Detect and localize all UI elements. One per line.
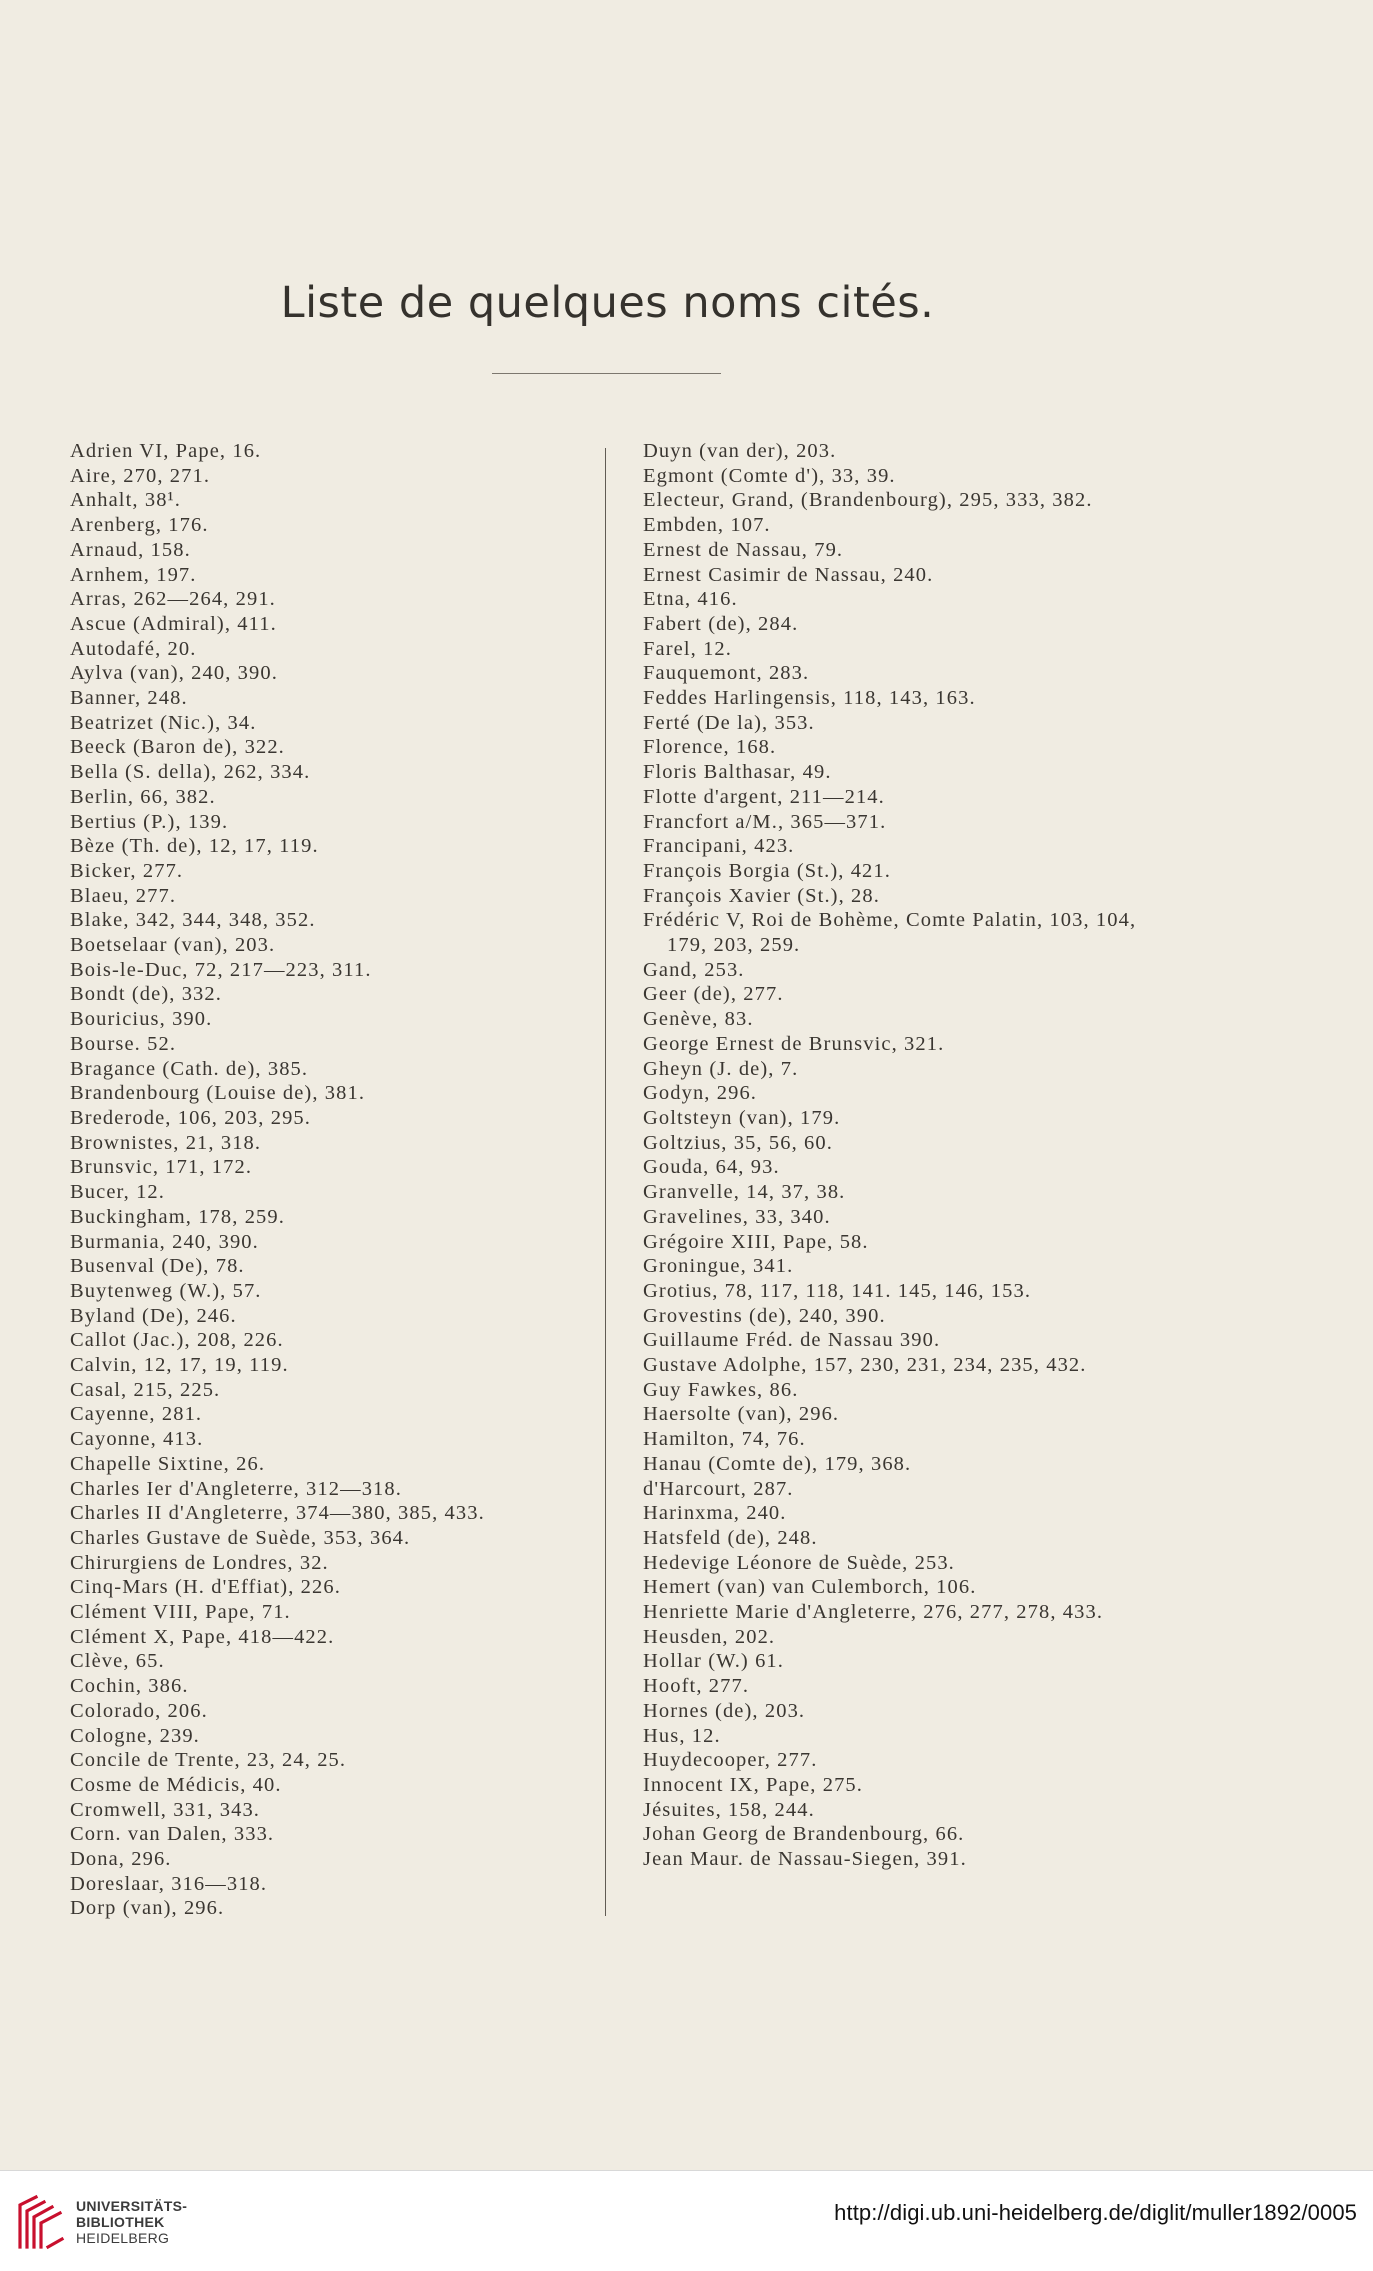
index-entry: Egmont (Comte d'), 33, 39. xyxy=(643,464,896,487)
index-entry: Colorado, 206. xyxy=(70,1699,208,1722)
index-entry: Buckingham, 178, 259. xyxy=(70,1205,285,1228)
index-entry: Blake, 342, 344, 348, 352. xyxy=(70,909,316,932)
index-entry: François Borgia (St.), 421. xyxy=(643,859,891,882)
index-entry: Boetselaar (van), 203. xyxy=(70,934,276,957)
library-logo-text xyxy=(76,2198,187,2246)
index-entry: Geer (de), 277. xyxy=(643,983,784,1006)
index-entry: d'Harcourt, 287. xyxy=(643,1477,794,1500)
index-entry: Embden, 107. xyxy=(643,514,771,537)
index-entry: Cromwell, 331, 343. xyxy=(70,1798,261,1821)
index-entry: Hooft, 277. xyxy=(643,1675,750,1698)
index-entry: Buytenweg (W.), 57. xyxy=(70,1279,262,1302)
index-entry: Goltsteyn (van), 179. xyxy=(643,1106,841,1129)
index-entry: Fabert (de), 284. xyxy=(643,612,799,635)
index-entry: Bois-le-Duc, 72, 217—223, 311. xyxy=(70,958,372,981)
index-column-right xyxy=(643,439,1163,1872)
index-entry: Cayenne, 281. xyxy=(70,1403,203,1426)
index-entry: Frédéric V, Roi de Bohème, Comte Palatin, 103, 104, 179, 203, 259. xyxy=(643,909,1137,957)
index-entry: Ernest de Nassau, 79. xyxy=(643,538,844,561)
index-entry: Cochin, 386. xyxy=(70,1675,189,1698)
index-entry: Arnaud, 158. xyxy=(70,538,191,561)
index-entry: Charles II d'Angleterre, 374—380, 385, 433. xyxy=(70,1502,485,1525)
index-entry: Dorp (van), 296. xyxy=(70,1897,225,1920)
index-entry: Clément X, Pape, 418—422. xyxy=(70,1625,335,1648)
index-entry: Brownistes, 21, 318. xyxy=(70,1131,262,1154)
index-entry: Busenval (De), 78. xyxy=(70,1255,245,1278)
index-entry: Hollar (W.) 61. xyxy=(643,1650,784,1673)
title-divider xyxy=(492,373,721,374)
index-entry: Bourse. 52. xyxy=(70,1032,177,1055)
index-entry: Heusden, 202. xyxy=(643,1625,776,1648)
index-entry: Autodafé, 20. xyxy=(70,637,197,660)
index-entry: Haersolte (van), 296. xyxy=(643,1403,840,1426)
index-entry: Granvelle, 14, 37, 38. xyxy=(643,1181,846,1204)
index-entry: Cinq-Mars (H. d'Effiat), 226. xyxy=(70,1576,341,1599)
index-entry: Hamilton, 74, 76. xyxy=(643,1428,806,1451)
index-entry: Beatrizet (Nic.), 34. xyxy=(70,711,257,734)
logo-text-line-2: BIBLIOTHEK xyxy=(76,2214,165,2230)
index-entry: Hedevige Léonore de Suède, 253. xyxy=(643,1551,955,1574)
index-entry: Genève, 83. xyxy=(643,1008,754,1031)
column-divider xyxy=(605,448,606,1916)
index-entry: Johan Georg de Brandenbourg, 66. xyxy=(643,1823,965,1846)
index-entry: Concile de Trente, 23, 24, 25. xyxy=(70,1749,347,1772)
index-entry: Feddes Harlingensis, 118, 143, 163. xyxy=(643,687,976,710)
index-entry: Gouda, 64, 93. xyxy=(643,1156,780,1179)
index-entry: Arras, 262—264, 291. xyxy=(70,588,276,611)
index-entry: Grégoire XIII, Pape, 58. xyxy=(643,1230,869,1253)
index-entry: Clève, 65. xyxy=(70,1650,165,1673)
index-entry: Cosme de Médicis, 40. xyxy=(70,1773,282,1796)
index-entry: Charles Ier d'Angleterre, 312—318. xyxy=(70,1477,402,1500)
index-entry: Aire, 270, 271. xyxy=(70,464,211,487)
index-entry: Calvin, 12, 17, 19, 119. xyxy=(70,1354,289,1377)
page-title: Liste de quelques noms cités. xyxy=(280,278,935,328)
index-entry: Charles Gustave de Suède, 353, 364. xyxy=(70,1526,411,1549)
library-logo[interactable] xyxy=(14,2189,188,2255)
index-entry: Bragance (Cath. de), 385. xyxy=(70,1057,309,1080)
index-entry: Hatsfeld (de), 248. xyxy=(643,1526,818,1549)
index-entry: Hornes (de), 203. xyxy=(643,1699,806,1722)
index-entry: Jean Maur. de Nassau-Siegen, 391. xyxy=(643,1848,967,1871)
index-entry: Chirurgiens de Londres, 32. xyxy=(70,1551,329,1574)
index-entry: Casal, 215, 225. xyxy=(70,1378,221,1401)
index-entry: Flotte d'argent, 211—214. xyxy=(643,785,885,808)
index-entry: Fauquemont, 283. xyxy=(643,662,810,685)
index-entry: Anhalt, 38¹. xyxy=(70,489,182,512)
index-entry: Clément VIII, Pape, 71. xyxy=(70,1601,291,1624)
index-entry: Adrien VI, Pape, 16. xyxy=(70,440,262,462)
index-entry: Beeck (Baron de), 322. xyxy=(70,736,285,759)
index-entry: Burmania, 240, 390. xyxy=(70,1230,259,1253)
index-entry: Guillaume Fréd. de Nassau 390. xyxy=(643,1329,941,1352)
index-entry: Grotius, 78, 117, 118, 141. 145, 146, 153. xyxy=(643,1279,1032,1302)
index-entry: Floris Balthasar, 49. xyxy=(643,761,832,784)
index-entry: Dona, 296. xyxy=(70,1848,172,1871)
ub-heidelberg-logo-icon xyxy=(14,2193,68,2251)
index-entry: Bucer, 12. xyxy=(70,1181,166,1204)
index-entry: Doreslaar, 316—318. xyxy=(70,1872,268,1895)
index-column-left xyxy=(70,439,590,1921)
logo-text-line-3: HEIDELBERG xyxy=(76,2230,170,2246)
index-entry: Berlin, 66, 382. xyxy=(70,785,216,808)
index-entry: Cayonne, 413. xyxy=(70,1428,204,1451)
index-entry: Henriette Marie d'Angleterre, 276, 277, 278, 433. xyxy=(643,1601,1104,1624)
index-entry: Blaeu, 277. xyxy=(70,884,177,907)
index-entry: Cologne, 239. xyxy=(70,1724,200,1747)
index-entry: Florence, 168. xyxy=(643,736,777,759)
index-entry: Gravelines, 33, 340. xyxy=(643,1205,831,1228)
index-entry: Francipani, 423. xyxy=(643,835,795,858)
index-entry: Brunsvic, 171, 172. xyxy=(70,1156,253,1179)
index-entry: François Xavier (St.), 28. xyxy=(643,884,880,907)
index-entry: Ferté (De la), 353. xyxy=(643,711,815,734)
index-entry: Harinxma, 240. xyxy=(643,1502,787,1525)
index-entry: Duyn (van der), 203. xyxy=(643,440,837,462)
index-entry: Hanau (Comte de), 179, 368. xyxy=(643,1452,912,1475)
index-entry: Bondt (de), 332. xyxy=(70,983,222,1006)
index-entry: Arenberg, 176. xyxy=(70,514,209,537)
index-entry: Aylva (van), 240, 390. xyxy=(70,662,278,685)
index-entry: Bicker, 277. xyxy=(70,859,184,882)
index-entry: Arnhem, 197. xyxy=(70,563,197,586)
index-entry: Innocent IX, Pape, 275. xyxy=(643,1773,863,1796)
index-entry: Farel, 12. xyxy=(643,637,732,660)
permalink-url[interactable]: http://digi.ub.uni-heidelberg.de/diglit/muller1892/0005 xyxy=(834,2200,1357,2225)
index-entry: Goltzius, 35, 56, 60. xyxy=(643,1131,833,1154)
logo-text-line-1: UNIVERSITÄTS- xyxy=(76,2198,188,2214)
index-entry: Electeur, Grand, (Brandenbourg), 295, 333, 382. xyxy=(643,489,1093,512)
index-entry: Francfort a/M., 365—371. xyxy=(643,810,887,833)
index-entry: Gand, 253. xyxy=(643,958,745,981)
index-entry: Ernest Casimir de Nassau, 240. xyxy=(643,563,934,586)
index-entry: Gustave Adolphe, 157, 230, 231, 234, 235, 432. xyxy=(643,1354,1087,1377)
index-entry: Etna, 416. xyxy=(643,588,738,611)
index-entry: Grovestins (de), 240, 390. xyxy=(643,1304,886,1327)
index-entry: Godyn, 296. xyxy=(643,1082,758,1105)
index-entry: Gheyn (J. de), 7. xyxy=(643,1057,799,1080)
index-entry: Groningue, 341. xyxy=(643,1255,794,1278)
index-entry: Bèze (Th. de), 12, 17, 119. xyxy=(70,835,319,858)
index-entry: Huydecooper, 277. xyxy=(643,1749,818,1772)
index-entry: Corn. van Dalen, 333. xyxy=(70,1823,275,1846)
index-entry: Callot (Jac.), 208, 226. xyxy=(70,1329,284,1352)
index-entry: Bouricius, 390. xyxy=(70,1008,213,1031)
index-entry: Bertius (P.), 139. xyxy=(70,810,229,833)
index-entry: Brandenbourg (Louise de), 381. xyxy=(70,1082,366,1105)
index-entry: Byland (De), 246. xyxy=(70,1304,237,1327)
footer-bar xyxy=(0,2170,1373,2271)
index-entry: Brederode, 106, 203, 295. xyxy=(70,1106,311,1129)
index-entry: Jésuites, 158, 244. xyxy=(643,1798,815,1821)
index-entry: Chapelle Sixtine, 26. xyxy=(70,1452,266,1475)
index-entry: Bella (S. della), 262, 334. xyxy=(70,761,311,784)
index-entry: Ascue (Admiral), 411. xyxy=(70,612,277,635)
index-entry: Banner, 248. xyxy=(70,687,188,710)
index-entry: George Ernest de Brunsvic, 321. xyxy=(643,1032,945,1055)
index-entry: Guy Fawkes, 86. xyxy=(643,1378,799,1401)
index-entry: Hus, 12. xyxy=(643,1724,721,1747)
index-entry: Hemert (van) van Culemborch, 106. xyxy=(643,1576,977,1599)
